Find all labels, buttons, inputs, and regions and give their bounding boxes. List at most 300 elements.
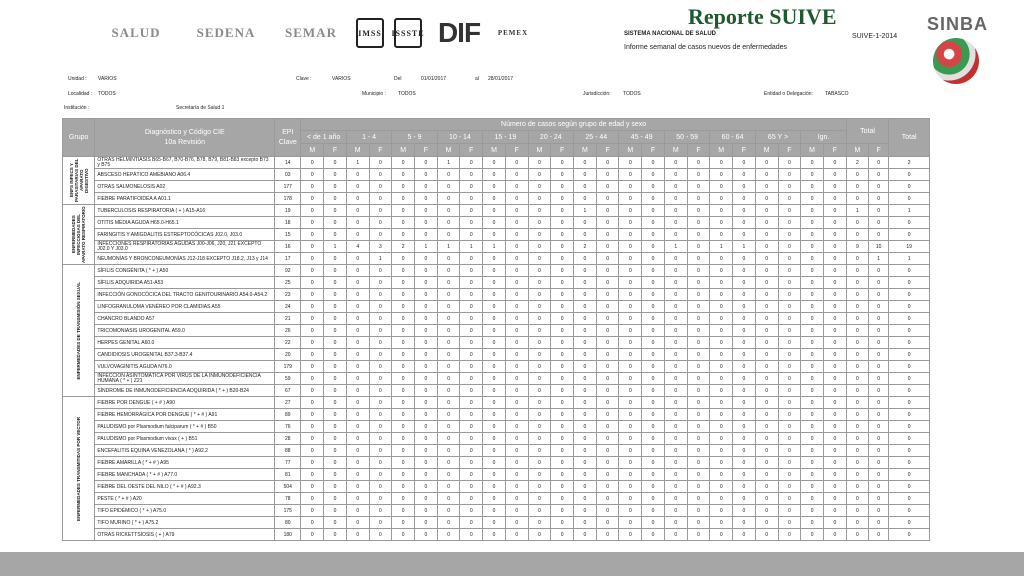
count-cell: 0 [528, 253, 551, 265]
del-label: Del [394, 76, 402, 82]
count-cell: 0 [619, 373, 642, 385]
count-cell: 0 [778, 277, 801, 289]
total-cell: 0 [889, 505, 930, 517]
count-cell: 0 [846, 337, 868, 349]
count-cell: 0 [346, 205, 369, 217]
count-cell: 0 [505, 517, 528, 529]
count-cell: 0 [846, 181, 868, 193]
count-cell: 0 [710, 517, 733, 529]
count-cell: 0 [437, 517, 460, 529]
count-cell: 0 [687, 289, 710, 301]
count-cell: 0 [596, 301, 619, 313]
count-cell: 0 [301, 169, 324, 181]
count-cell: 0 [301, 433, 324, 445]
count-cell: 0 [505, 349, 528, 361]
total-cell: 0 [889, 325, 930, 337]
count-cell: 0 [755, 325, 778, 337]
count-cell: 0 [733, 421, 756, 433]
count-cell: 0 [483, 265, 506, 277]
count-cell: 0 [392, 313, 415, 325]
count-cell: 0 [483, 469, 506, 481]
count-cell: 0 [596, 469, 619, 481]
table-row [63, 373, 930, 385]
institution-logos [96, 18, 530, 48]
count-cell: 0 [710, 481, 733, 493]
table-row [63, 397, 930, 409]
count-cell: 0 [710, 409, 733, 421]
count-cell: 0 [551, 505, 574, 517]
count-cell: 0 [755, 493, 778, 505]
count-cell: 0 [437, 265, 460, 277]
jurisdiccion-label: Jurisdicción: [583, 91, 611, 97]
count-cell: 0 [778, 493, 801, 505]
count-cell: 0 [642, 229, 665, 241]
epi-clave-cell: 23 [275, 289, 301, 301]
count-cell: 0 [710, 457, 733, 469]
count-cell: 0 [710, 169, 733, 181]
count-cell: 0 [642, 517, 665, 529]
epi-clave-cell: 179 [275, 361, 301, 373]
count-cell: 0 [437, 169, 460, 181]
count-cell: 0 [460, 337, 483, 349]
epi-clave-cell: 27 [275, 397, 301, 409]
count-cell: 0 [392, 517, 415, 529]
entidad-label: Entidad o Delegación: [764, 91, 813, 97]
count-cell: 0 [437, 337, 460, 349]
count-cell: 0 [574, 253, 597, 265]
count-cell: 0 [869, 409, 889, 421]
epi-clave-cell: 78 [275, 493, 301, 505]
count-cell: 0 [574, 217, 597, 229]
count-cell: 0 [801, 493, 824, 505]
count-cell: 0 [301, 277, 324, 289]
count-cell: 0 [460, 433, 483, 445]
count-cell: 0 [574, 493, 597, 505]
report-title: Reporte SUIVE [688, 4, 837, 29]
count-cell: 0 [642, 253, 665, 265]
count-cell: 0 [687, 325, 710, 337]
table-row [63, 313, 930, 325]
count-cell: 0 [574, 445, 597, 457]
count-cell: 0 [324, 433, 347, 445]
count-cell: 0 [505, 529, 528, 541]
municipio-value: TODOS [398, 91, 416, 97]
total-cell: 0 [889, 361, 930, 373]
count-cell: 0 [755, 517, 778, 529]
count-cell: 0 [687, 529, 710, 541]
count-cell: 0 [596, 493, 619, 505]
count-cell: 0 [801, 325, 824, 337]
count-cell: 0 [483, 445, 506, 457]
epi-clave-cell: 21 [275, 313, 301, 325]
table-row [63, 205, 930, 217]
count-cell: 0 [415, 253, 438, 265]
count-cell: 0 [823, 469, 846, 481]
count-cell: 0 [642, 397, 665, 409]
table-row [63, 253, 930, 265]
count-cell: 0 [664, 289, 687, 301]
count-cell: 0 [437, 529, 460, 541]
count-cell: 0 [369, 433, 392, 445]
total-cell: 0 [889, 517, 930, 529]
count-cell: 0 [346, 361, 369, 373]
age-group-header: 20 - 24 [528, 131, 573, 144]
count-cell: 0 [823, 493, 846, 505]
count-cell: 0 [369, 169, 392, 181]
sex-header-m: M [392, 144, 415, 157]
count-cell: 0 [846, 397, 868, 409]
count-cell: 0 [642, 457, 665, 469]
count-cell: 0 [483, 385, 506, 397]
count-cell: 0 [801, 457, 824, 469]
count-cell: 0 [733, 409, 756, 421]
count-cell: 0 [596, 253, 619, 265]
count-cell: 0 [528, 265, 551, 277]
count-cell: 0 [551, 457, 574, 469]
total-cell: 0 [889, 217, 930, 229]
count-cell: 0 [437, 469, 460, 481]
count-cell: 0 [733, 181, 756, 193]
al-label: al [475, 76, 479, 82]
count-cell: 0 [528, 301, 551, 313]
count-cell: 0 [392, 397, 415, 409]
table-row [63, 433, 930, 445]
count-cell: 0 [642, 337, 665, 349]
diagnosis-cell: OTRAS SALMONELOSIS A02 [95, 181, 275, 193]
count-cell: 0 [505, 169, 528, 181]
count-cell: 1 [346, 157, 369, 169]
epi-clave-cell: 77 [275, 457, 301, 469]
count-cell: 0 [301, 397, 324, 409]
count-cell: 0 [574, 169, 597, 181]
count-cell: 0 [596, 289, 619, 301]
count-cell: 0 [801, 421, 824, 433]
count-cell: 0 [505, 481, 528, 493]
count-cell: 0 [551, 193, 574, 205]
count-cell: 0 [642, 349, 665, 361]
count-cell: 0 [528, 529, 551, 541]
count-cell: 0 [392, 277, 415, 289]
count-cell: 0 [528, 289, 551, 301]
group-cell [63, 157, 95, 205]
count-cell: 0 [415, 469, 438, 481]
sex-header-f: F [596, 144, 619, 157]
count-cell: 0 [710, 181, 733, 193]
count-cell: 0 [755, 301, 778, 313]
count-cell: 0 [664, 433, 687, 445]
diagnosis-cell: FIEBRE PARATIFOIDEA A A01.1 [95, 193, 275, 205]
count-cell: 0 [664, 217, 687, 229]
count-cell: 0 [346, 301, 369, 313]
count-cell: 0 [801, 505, 824, 517]
sex-header-m: M [710, 144, 733, 157]
count-cell: 0 [755, 181, 778, 193]
count-cell: 0 [301, 253, 324, 265]
count-cell: 0 [574, 289, 597, 301]
count-cell: 0 [369, 445, 392, 457]
count-cell: 0 [664, 349, 687, 361]
count-cell: 0 [460, 277, 483, 289]
count-cell: 0 [551, 229, 574, 241]
count-cell: 0 [823, 349, 846, 361]
count-cell: 0 [642, 385, 665, 397]
count-cell: 0 [574, 517, 597, 529]
count-cell: 0 [687, 397, 710, 409]
age-group-header: 10 - 14 [437, 131, 482, 144]
age-group-header: 50 - 59 [664, 131, 709, 144]
count-cell: 0 [301, 325, 324, 337]
count-cell: 0 [460, 457, 483, 469]
count-cell: 0 [846, 373, 868, 385]
count-cell: 0 [642, 421, 665, 433]
sex-header-f: F [778, 144, 801, 157]
count-cell: 0 [460, 397, 483, 409]
epi-clave-cell: 18 [275, 217, 301, 229]
table-row [63, 337, 930, 349]
count-cell: 0 [687, 241, 710, 253]
count-cell: 0 [846, 325, 868, 337]
count-cell: 0 [483, 493, 506, 505]
count-cell: 0 [642, 217, 665, 229]
count-cell: 0 [574, 385, 597, 397]
report-header [0, 0, 1024, 70]
group-label: ENFERMEDADES INFECCIOSAS DEL APARATO RESPIRATORIO [71, 206, 87, 263]
count-cell: 0 [324, 505, 347, 517]
count-cell: 0 [505, 181, 528, 193]
count-cell: 0 [687, 505, 710, 517]
count-cell: 0 [369, 397, 392, 409]
count-cell: 0 [324, 265, 347, 277]
count-cell: 0 [574, 193, 597, 205]
count-cell: 0 [755, 241, 778, 253]
count-cell: 0 [528, 433, 551, 445]
count-cell: 0 [596, 265, 619, 277]
count-cell: 0 [642, 469, 665, 481]
total-cell: 0 [889, 169, 930, 181]
count-cell: 0 [574, 325, 597, 337]
count-cell: 0 [415, 169, 438, 181]
count-cell: 0 [369, 493, 392, 505]
sex-header-m: M [301, 144, 324, 157]
count-cell: 0 [869, 445, 889, 457]
count-cell: 0 [801, 229, 824, 241]
epi-clave-cell: 76 [275, 421, 301, 433]
count-cell: 0 [460, 493, 483, 505]
count-cell: 0 [369, 529, 392, 541]
count-cell: 0 [369, 385, 392, 397]
count-cell: 0 [869, 289, 889, 301]
count-cell: 0 [415, 313, 438, 325]
count-cell: 0 [346, 373, 369, 385]
count-cell: 0 [505, 301, 528, 313]
count-cell: 0 [664, 397, 687, 409]
count-cell: 0 [415, 529, 438, 541]
count-cell: 0 [324, 193, 347, 205]
count-cell: 0 [869, 349, 889, 361]
count-cell: 0 [596, 481, 619, 493]
count-cell: 0 [528, 445, 551, 457]
epi-clave-cell: 17 [275, 253, 301, 265]
count-cell: 0 [574, 301, 597, 313]
count-cell: 0 [346, 481, 369, 493]
count-cell: 0 [869, 385, 889, 397]
total-cell: 0 [889, 337, 930, 349]
unidad-label: Unidad : [68, 76, 87, 82]
count-cell: 0 [324, 217, 347, 229]
count-cell: 0 [733, 469, 756, 481]
count-cell: 0 [415, 229, 438, 241]
count-cell: 0 [324, 289, 347, 301]
count-cell: 0 [574, 337, 597, 349]
diagnosis-cell: TRICOMONIASIS UROGENITAL A59.0 [95, 325, 275, 337]
total-cell: 1 [889, 253, 930, 265]
system-name: SISTEMA NACIONAL DE SALUD [624, 31, 717, 37]
count-cell: 0 [755, 481, 778, 493]
count-cell: 0 [392, 337, 415, 349]
count-cell: 0 [596, 409, 619, 421]
diagnosis-cell: LINFOGRANULOMA VENÉREO POR CLAMIDIAS A55 [95, 301, 275, 313]
group-cell [63, 397, 95, 541]
count-cell: 0 [369, 277, 392, 289]
salud-logo: SALUD [111, 25, 161, 40]
count-cell: 0 [528, 241, 551, 253]
count-cell: 0 [846, 313, 868, 325]
count-cell: 0 [551, 265, 574, 277]
count-cell: 0 [505, 433, 528, 445]
count-cell: 0 [324, 457, 347, 469]
localidad-value: TODOS [98, 91, 116, 97]
count-cell: 0 [437, 397, 460, 409]
clave-value: VARIOS [332, 76, 351, 82]
count-cell: 0 [710, 529, 733, 541]
sex-header-m: M [346, 144, 369, 157]
count-cell: 0 [301, 241, 324, 253]
count-cell: 0 [619, 253, 642, 265]
count-cell: 0 [596, 229, 619, 241]
count-cell: 0 [596, 325, 619, 337]
count-cell: 0 [823, 433, 846, 445]
count-cell: 0 [460, 325, 483, 337]
count-cell: 0 [846, 301, 868, 313]
count-cell: 0 [324, 409, 347, 421]
count-cell: 0 [528, 205, 551, 217]
count-cell: 0 [301, 349, 324, 361]
count-cell: 0 [346, 181, 369, 193]
count-cell: 0 [483, 517, 506, 529]
count-cell: 0 [415, 421, 438, 433]
sex-header-f: F [369, 144, 392, 157]
table-row [63, 325, 930, 337]
count-cell: 0 [664, 193, 687, 205]
count-cell: 0 [801, 217, 824, 229]
count-cell: 0 [664, 301, 687, 313]
diagnosis-cell: INFECCIÓN ASINTOMÁTICA POR VIRUS DE LA INMUNODEFICIENCIA HUMANA ( * + ) Z21 [95, 373, 275, 385]
count-cell: 0 [642, 445, 665, 457]
institucion-label: Institución : [64, 105, 90, 111]
count-cell: 0 [574, 481, 597, 493]
count-cell: 0 [324, 385, 347, 397]
count-cell: 0 [778, 217, 801, 229]
count-cell: 0 [437, 325, 460, 337]
count-cell: 2 [392, 241, 415, 253]
count-cell: 0 [755, 193, 778, 205]
epi-clave-cell: 24 [275, 301, 301, 313]
count-cell: 0 [505, 205, 528, 217]
count-cell: 0 [755, 397, 778, 409]
total-cell: 0 [889, 289, 930, 301]
sex-header-f: F [869, 144, 889, 157]
count-cell: 0 [778, 481, 801, 493]
sex-header-m: M [483, 144, 506, 157]
sex-header-f: F [642, 144, 665, 157]
count-cell: 0 [483, 361, 506, 373]
count-cell: 0 [574, 373, 597, 385]
count-cell: 2 [846, 157, 868, 169]
count-cell: 0 [301, 517, 324, 529]
count-cell: 0 [369, 361, 392, 373]
count-cell: 0 [551, 517, 574, 529]
diagnosis-cell: PESTE ( * + # ) A20 [95, 493, 275, 505]
count-cell: 0 [823, 445, 846, 457]
count-cell: 0 [415, 217, 438, 229]
count-cell: 0 [664, 469, 687, 481]
localidad-label: Localidad : [68, 91, 93, 97]
count-cell: 0 [733, 289, 756, 301]
count-cell: 1 [324, 241, 347, 253]
count-cell: 0 [437, 445, 460, 457]
count-cell: 0 [755, 337, 778, 349]
count-cell: 0 [823, 325, 846, 337]
count-cell: 0 [755, 265, 778, 277]
age-group-header: < de 1 año [301, 131, 346, 144]
jurisdiccion-value: TODOS [623, 91, 641, 97]
count-cell: 0 [346, 253, 369, 265]
dif-logo: DIF [437, 17, 481, 48]
count-cell: 0 [346, 505, 369, 517]
diagnosis-cell: PALUDISMO por Plasmodium falciparum ( * + # ) B50 [95, 421, 275, 433]
count-cell: 0 [642, 493, 665, 505]
count-cell: 0 [415, 397, 438, 409]
diagnosis-cell: FIEBRE DEL OESTE DEL NILO ( * + # ) A92.3 [95, 481, 275, 493]
count-cell: 0 [801, 445, 824, 457]
group-cell [63, 265, 95, 397]
count-cell: 0 [619, 289, 642, 301]
count-cell: 0 [415, 265, 438, 277]
count-cell: 0 [346, 493, 369, 505]
sex-header-m: M [574, 144, 597, 157]
count-cell: 0 [324, 229, 347, 241]
count-cell: 0 [574, 469, 597, 481]
count-cell: 0 [551, 481, 574, 493]
diagnosis-cell: VULVOVAGINITIS AGUDA N76.0 [95, 361, 275, 373]
count-cell: 0 [733, 301, 756, 313]
count-cell: 0 [710, 337, 733, 349]
count-cell: 0 [823, 157, 846, 169]
count-cell: 0 [392, 361, 415, 373]
count-cell: 0 [437, 181, 460, 193]
count-cell: 0 [687, 301, 710, 313]
count-cell: 0 [528, 385, 551, 397]
table-row [63, 421, 930, 433]
count-cell: 0 [710, 349, 733, 361]
total-cell: 19 [889, 241, 930, 253]
count-cell: 0 [437, 205, 460, 217]
count-cell: 0 [823, 313, 846, 325]
count-cell: 0 [664, 253, 687, 265]
count-cell: 0 [392, 253, 415, 265]
count-cell: 0 [483, 253, 506, 265]
count-cell: 0 [619, 433, 642, 445]
